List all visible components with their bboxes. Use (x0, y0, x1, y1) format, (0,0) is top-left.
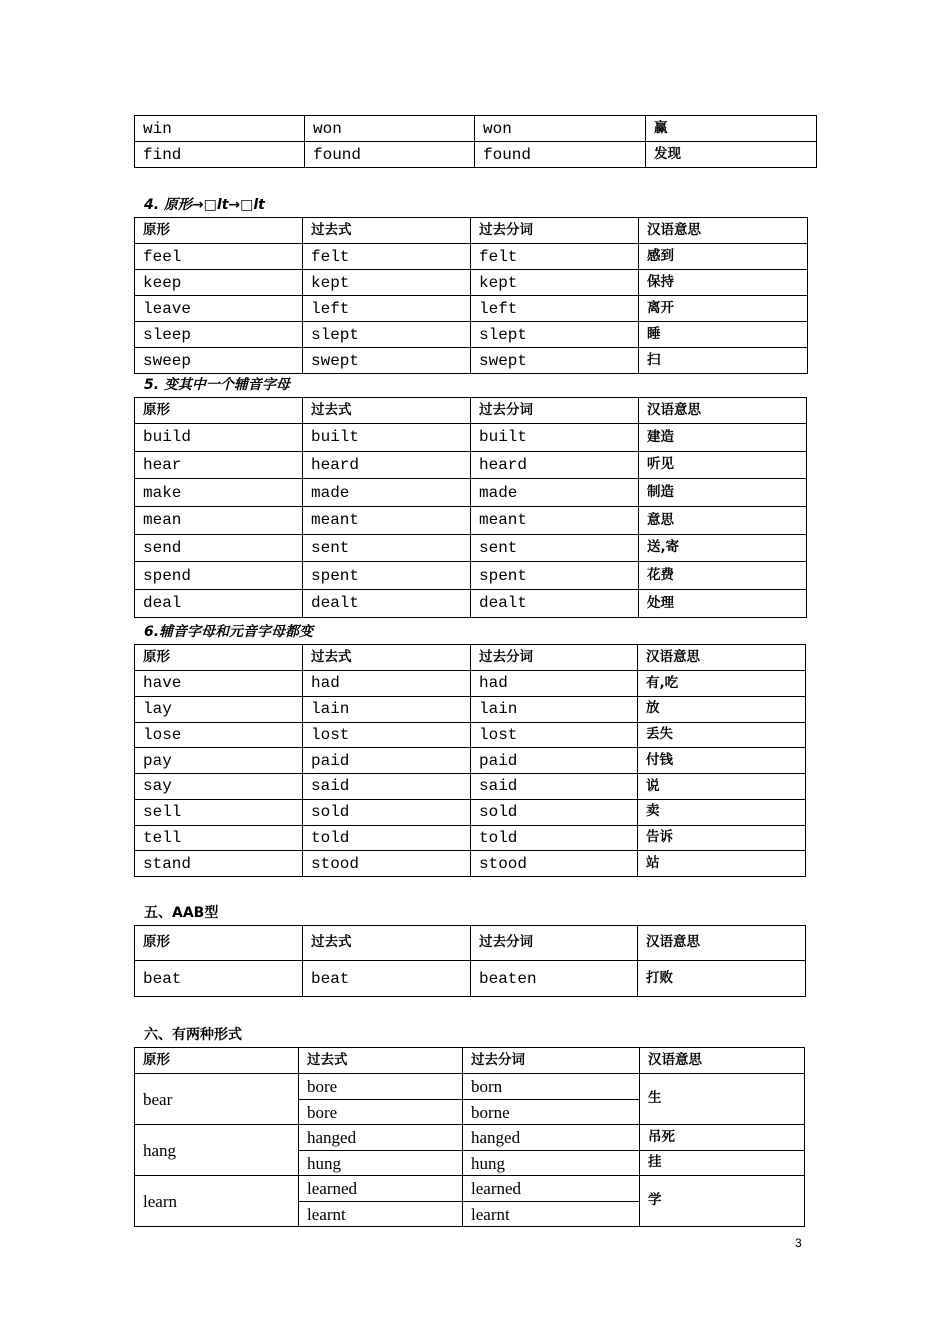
cell-base-form: stand (135, 851, 303, 877)
cell-past-participle: sold (471, 799, 638, 825)
table-body (135, 671, 806, 877)
cell-base-form: tell (135, 825, 303, 851)
header-past-tense: 过去式 (303, 645, 471, 671)
cell-meaning: 说 (638, 774, 806, 800)
cell-meaning: 离开 (639, 296, 808, 322)
cell-past-participle: said (471, 774, 638, 800)
cell-past-participle: hanged (463, 1125, 640, 1151)
cell-past-participle: slept (471, 322, 639, 348)
cell-past-tense: told (303, 825, 471, 851)
table-body (135, 961, 806, 997)
header-past-tense: 过去式 (303, 398, 471, 424)
table-row (135, 774, 806, 800)
cell-past: bore (299, 1074, 463, 1100)
cell-base-form: sleep (135, 322, 303, 348)
cell-base-hang: hang (135, 1125, 299, 1176)
cell-meaning: 听见 (639, 451, 807, 479)
cell-meaning: 建造 (639, 424, 807, 452)
cell-meaning: 意思 (639, 507, 807, 535)
cell-meaning: 告诉 (638, 825, 806, 851)
cell-meaning: 保持 (639, 270, 808, 296)
cell-past-participle: kept (471, 270, 639, 296)
cell-meaning: 发现 (646, 142, 817, 168)
cell-past-participle: meant (471, 507, 639, 535)
cell-past: hung (299, 1151, 463, 1176)
cell-meaning: 睡 (639, 322, 808, 348)
table-header-row (135, 398, 807, 424)
cell-meaning: 放 (638, 696, 806, 722)
cell-meaning: 丢失 (638, 722, 806, 748)
cell-base-form: lose (135, 722, 303, 748)
cell-base-form: send (135, 534, 303, 562)
cell-base-form: lay (135, 696, 303, 722)
cell-past-tense: lost (303, 722, 471, 748)
cell-meaning: 站 (638, 851, 806, 877)
cell-meaning: 制造 (639, 479, 807, 507)
header-past-participle: 过去分词 (463, 1048, 640, 1074)
cell-past-participle: beaten (471, 961, 638, 997)
table-header-row (135, 218, 808, 244)
cell-base-form: find (135, 142, 305, 168)
cell-base-form: deal (135, 590, 303, 618)
cell-base-form: leave (135, 296, 303, 322)
header-meaning: 汉语意思 (640, 1048, 805, 1074)
header-base-form: 原形 (135, 398, 303, 424)
cell-past: hanged (299, 1125, 463, 1151)
table-continuation (134, 115, 817, 168)
table-row (135, 799, 806, 825)
section-heading-two-forms: 六、有两种形式 (144, 1027, 242, 1043)
cell-meaning: 打败 (638, 961, 806, 997)
cell-meaning: 学 (640, 1176, 805, 1227)
table-section-6 (134, 644, 806, 877)
table-header (135, 398, 807, 424)
table-row (135, 671, 806, 697)
header-past-participle: 过去分词 (471, 218, 639, 244)
cell-base-form: keep (135, 270, 303, 296)
table-header (135, 218, 808, 244)
cell-base-form: pay (135, 748, 303, 774)
cell-past-participle: borne (463, 1100, 640, 1125)
cell-past-participle: born (463, 1074, 640, 1100)
table-row (135, 1074, 805, 1100)
cell-past-tense: heard (303, 451, 471, 479)
cell-past-tense: had (303, 671, 471, 697)
cell-past-participle: learnt (463, 1202, 640, 1227)
cell-past-participle: had (471, 671, 638, 697)
table-row (135, 851, 806, 877)
table-row (135, 961, 806, 997)
table-row (135, 479, 807, 507)
cell-past-tense: paid (303, 748, 471, 774)
header-meaning: 汉语意思 (638, 926, 806, 961)
cell-past-participle: heard (471, 451, 639, 479)
cell-past-tense: lain (303, 696, 471, 722)
table-header (135, 926, 806, 961)
cell-meaning: 花费 (639, 562, 807, 590)
cell-past-participle: hung (463, 1151, 640, 1176)
cell-past-participle: stood (471, 851, 638, 877)
table-row (135, 322, 808, 348)
cell-meaning: 感到 (639, 244, 808, 270)
cell-past-tense: slept (303, 322, 471, 348)
cell-past-participle: made (471, 479, 639, 507)
cell-past-participle: dealt (471, 590, 639, 618)
cell-base-form: spend (135, 562, 303, 590)
table-row (135, 424, 807, 452)
cell-base-form: say (135, 774, 303, 800)
cell-past-participle: told (471, 825, 638, 851)
cell-past-participle: felt (471, 244, 639, 270)
cell-meaning: 有,吃 (638, 671, 806, 697)
table-row (135, 534, 807, 562)
section-heading-5: 5. 变其中一个辅音字母 (144, 377, 290, 393)
table-header-row (135, 926, 806, 961)
cell-past-tense: beat (303, 961, 471, 997)
cell-meaning: 挂 (640, 1151, 805, 1176)
cell-meaning: 送,寄 (639, 534, 807, 562)
header-meaning: 汉语意思 (639, 218, 808, 244)
header-meaning: 汉语意思 (638, 645, 806, 671)
cell-meaning: 处理 (639, 590, 807, 618)
cell-base-form: make (135, 479, 303, 507)
cell-base-form: have (135, 671, 303, 697)
section-heading-6: 6.辅音字母和元音字母都变 (144, 624, 314, 640)
cell-past-participle: spent (471, 562, 639, 590)
header-base-form: 原形 (135, 1048, 299, 1074)
header-past-participle: 过去分词 (471, 926, 638, 961)
cell-meaning: 扫 (639, 348, 808, 374)
table-row (135, 748, 806, 774)
cell-base-form: build (135, 424, 303, 452)
table-row (135, 722, 806, 748)
cell-past: learnt (299, 1202, 463, 1227)
table-row (135, 244, 808, 270)
cell-base-form: mean (135, 507, 303, 535)
table-row (135, 562, 807, 590)
cell-past-participle: lain (471, 696, 638, 722)
table-row (135, 142, 817, 168)
table-header (135, 645, 806, 671)
header-past-tense: 过去式 (299, 1048, 463, 1074)
cell-past-tense: made (303, 479, 471, 507)
cell-past-tense: spent (303, 562, 471, 590)
cell-past-participle: sent (471, 534, 639, 562)
cell-base-form: beat (135, 961, 303, 997)
table-row (135, 296, 808, 322)
cell-past: bore (299, 1100, 463, 1125)
cell-past-tense: sent (303, 534, 471, 562)
cell-past-participle: lost (471, 722, 638, 748)
cell-past-participle: won (475, 116, 646, 142)
table-header (135, 1048, 805, 1074)
table-body (135, 244, 808, 374)
table-row (135, 1176, 805, 1202)
table-header-row (135, 645, 806, 671)
cell-past-participle: learned (463, 1176, 640, 1202)
table-header-row (135, 1048, 805, 1074)
table-body (135, 116, 817, 168)
table-row (135, 507, 807, 535)
cell-past-participle: built (471, 424, 639, 452)
table-row (135, 696, 806, 722)
cell-past-tense: found (305, 142, 475, 168)
cell-base-form: sell (135, 799, 303, 825)
header-past-tense: 过去式 (303, 926, 471, 961)
table-row (135, 270, 808, 296)
table-row (135, 825, 806, 851)
cell-base-form: hear (135, 451, 303, 479)
table-row (135, 451, 807, 479)
cell-base-bear: bear (135, 1074, 299, 1125)
cell-past: learned (299, 1176, 463, 1202)
cell-meaning: 生 (640, 1074, 805, 1125)
cell-past-tense: stood (303, 851, 471, 877)
cell-past-tense: felt (303, 244, 471, 270)
header-past-participle: 过去分词 (471, 398, 639, 424)
cell-base-form: sweep (135, 348, 303, 374)
cell-past-tense: left (303, 296, 471, 322)
header-base-form: 原形 (135, 218, 303, 244)
cell-base-learn: learn (135, 1176, 299, 1227)
cell-past-participle: paid (471, 748, 638, 774)
cell-base-form: win (135, 116, 305, 142)
header-past-participle: 过去分词 (471, 645, 638, 671)
cell-past-tense: meant (303, 507, 471, 535)
table-two-forms (134, 1047, 805, 1227)
table-aab (134, 925, 806, 997)
cell-past-tense: sold (303, 799, 471, 825)
cell-past-participle: swept (471, 348, 639, 374)
page-number: 3 (795, 1236, 802, 1250)
cell-base-form: feel (135, 244, 303, 270)
cell-past-tense: said (303, 774, 471, 800)
cell-past-tense: won (305, 116, 475, 142)
cell-past-tense: built (303, 424, 471, 452)
table-section-4 (134, 217, 808, 374)
table-body (135, 424, 807, 618)
table-row (135, 590, 807, 618)
cell-past-tense: dealt (303, 590, 471, 618)
cell-meaning: 吊死 (640, 1125, 805, 1151)
table-row (135, 1125, 805, 1151)
header-base-form: 原形 (135, 645, 303, 671)
header-base-form: 原形 (135, 926, 303, 961)
table-section-5 (134, 397, 807, 618)
header-meaning: 汉语意思 (639, 398, 807, 424)
cell-past-participle: found (475, 142, 646, 168)
table-row (135, 348, 808, 374)
table-row (135, 116, 817, 142)
cell-past-tense: kept (303, 270, 471, 296)
cell-meaning: 付钱 (638, 748, 806, 774)
cell-meaning: 卖 (638, 799, 806, 825)
cell-past-participle: left (471, 296, 639, 322)
section-heading-aab: 五、AAB型 (144, 905, 219, 921)
section-heading-4: 4. 原形→□lt→□lt (144, 197, 265, 213)
header-past-tense: 过去式 (303, 218, 471, 244)
cell-meaning: 赢 (646, 116, 817, 142)
cell-past-tense: swept (303, 348, 471, 374)
table-body (135, 1074, 805, 1227)
